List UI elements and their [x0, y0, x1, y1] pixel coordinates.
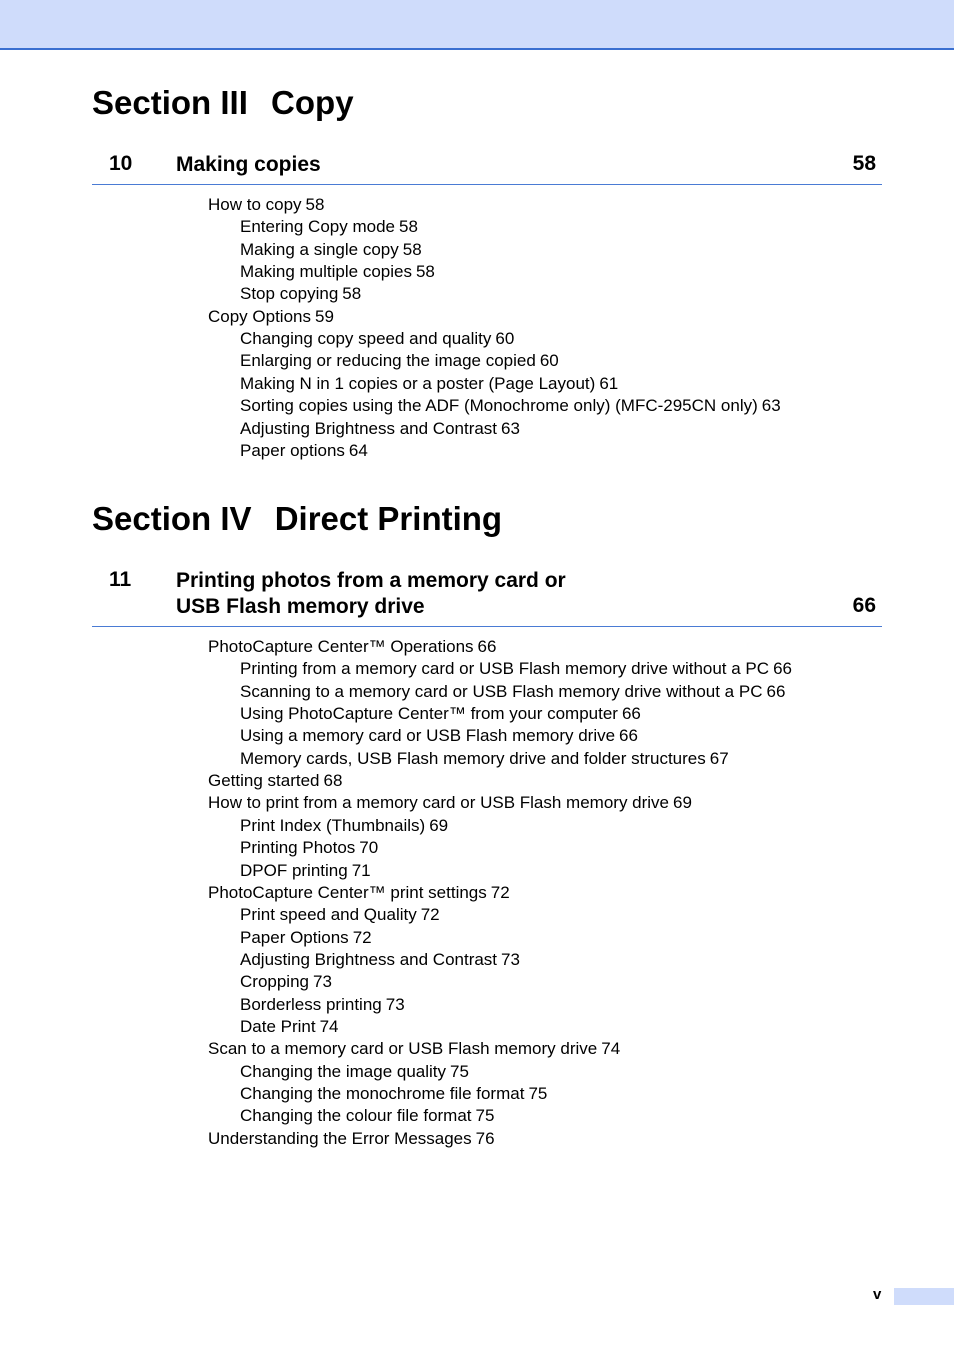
- toc-entry-page: 58: [305, 195, 325, 214]
- toc-entry-page: 66: [773, 659, 792, 679]
- toc-entry-title: DPOF printing: [240, 860, 348, 880]
- chapter-heading[interactable]: [92, 152, 882, 185]
- toc-entry-title: Stop copying: [240, 284, 339, 304]
- toc-entry-title: Changing the image quality: [240, 1061, 447, 1081]
- toc-entry-title: Making a single copy: [240, 239, 399, 259]
- toc-entry-title: Using PhotoCapture Center™ from your computer: [240, 704, 618, 724]
- toc-entry-page: 70: [359, 838, 379, 858]
- toc-entry-page: 73: [501, 949, 520, 969]
- toc-entry-title: Getting started: [208, 771, 320, 791]
- toc-entry-page: 61: [599, 373, 619, 393]
- toc-entry-title: Copy Options: [208, 306, 311, 326]
- toc-entry-title: Changing the colour file format: [240, 1106, 472, 1126]
- toc-entry-title: Using a memory card or USB Flash memory drive: [240, 726, 616, 746]
- toc-entry-title: Entering Copy mode: [240, 217, 395, 237]
- toc-entry-title: PhotoCapture Center™ print settings: [208, 882, 487, 902]
- chapter-number: 11: [109, 568, 132, 591]
- section-title: Copy: [271, 84, 354, 121]
- toc-entry-page: 58: [342, 284, 362, 304]
- toc-entry-title: Print Index (Thumbnails): [240, 815, 426, 835]
- toc-entry-page: 72: [420, 905, 440, 925]
- toc-entry-title: PhotoCapture Center™ Operations: [208, 637, 474, 656]
- chapter-page: 66: [852, 594, 876, 617]
- section-heading: [92, 499, 502, 539]
- section-number: Section III: [92, 84, 248, 121]
- toc-entry-page: 75: [450, 1061, 469, 1081]
- toc-entry-title: Memory cards, USB Flash memory drive and folder structures: [240, 748, 706, 768]
- toc-entry-page: 67: [709, 748, 729, 768]
- toc-entry-page: 66: [621, 704, 641, 724]
- toc-entry-title: Paper Options: [240, 927, 349, 947]
- toc-entry-title: Scan to a memory card or USB Flash memory drive: [208, 1039, 598, 1059]
- toc-entry-page: 63: [501, 418, 520, 438]
- toc-entry-page: 64: [348, 440, 368, 460]
- header-band: [0, 0, 954, 50]
- toc-entry-title: Adjusting Brightness and Contrast: [240, 949, 498, 969]
- toc-entry-page: 58: [415, 262, 435, 282]
- toc-entry-page: 72: [490, 882, 510, 902]
- toc-entry-title: Changing copy speed and quality: [240, 329, 492, 349]
- toc-entry-page: 71: [351, 860, 371, 880]
- toc-entry-title: Borderless printing: [240, 994, 382, 1014]
- toc-entry-page: 58: [402, 239, 422, 259]
- section-number: Section IV: [92, 500, 252, 537]
- toc-entry-page: 63: [761, 396, 781, 416]
- chapter-title-line: USB Flash memory drive: [176, 595, 425, 618]
- toc-entry-title: Cropping: [240, 972, 309, 992]
- toc-entry-page: 66: [477, 637, 497, 656]
- chapter-number: 10: [109, 152, 133, 175]
- section-title: Direct Printing: [274, 500, 503, 537]
- toc-entry-page: 69: [429, 815, 449, 835]
- toc-entry-title: Printing Photos: [240, 838, 356, 858]
- toc-entry-title: Understanding the Error Messages: [208, 1128, 472, 1148]
- chapter-page: 58: [852, 152, 876, 175]
- toc-entry-page: 76: [475, 1128, 495, 1148]
- toc-entry-title: Printing from a memory card or USB Flash memory drive without a PC: [240, 659, 770, 679]
- toc-entry-page: 59: [315, 306, 334, 326]
- toc-entry-page: 58: [398, 217, 418, 237]
- toc-entry-page: 73: [385, 994, 405, 1014]
- page-number: v: [873, 1286, 882, 1303]
- toc-entry-page: 66: [766, 681, 786, 701]
- toc-entry-page: 69: [673, 793, 692, 813]
- toc-entry-title: Making multiple copies: [240, 262, 412, 282]
- chapter-heading[interactable]: [92, 568, 882, 627]
- toc-entry-page: 74: [601, 1039, 621, 1059]
- page-tab-marker: [894, 1288, 954, 1305]
- toc-entry-page: 66: [619, 726, 638, 746]
- toc-entry-title: Making N in 1 copies or a poster (Page Layout): [240, 373, 596, 393]
- toc-entry-title: Enlarging or reducing the image copied: [240, 351, 536, 371]
- toc-entry-title: How to print from a memory card or USB Flash memory drive: [208, 793, 670, 813]
- toc-entry-title: Sorting copies using the ADF (Monochrome only) (MFC-295CN only): [240, 396, 758, 416]
- toc-entry-page: 60: [495, 329, 515, 349]
- toc-entry-page: 60: [539, 351, 559, 371]
- toc-entry-page: 75: [475, 1106, 495, 1126]
- toc-entry-page: 73: [313, 972, 332, 992]
- chapter-title: Making copies: [176, 153, 321, 176]
- toc-entry-title: How to copy: [208, 195, 302, 214]
- toc-entry-title: Date Print: [240, 1016, 316, 1036]
- toc-entry-title: Print speed and Quality: [240, 905, 417, 925]
- toc-entry-title: Adjusting Brightness and Contrast: [240, 418, 498, 438]
- toc-entry-title: Changing the monochrome file format: [240, 1084, 525, 1103]
- toc-entry-page: 75: [528, 1084, 548, 1103]
- toc-entry-title: Paper options: [240, 440, 345, 460]
- toc-entry-page: 72: [352, 927, 372, 947]
- toc-entry-page: 68: [323, 771, 343, 791]
- section-heading: [92, 83, 354, 123]
- toc-entry-page: 74: [319, 1016, 339, 1036]
- chapter-title-line: Printing photos from a memory card or: [176, 569, 566, 592]
- toc-entry-title: Scanning to a memory card or USB Flash memory drive without a PC: [240, 681, 763, 701]
